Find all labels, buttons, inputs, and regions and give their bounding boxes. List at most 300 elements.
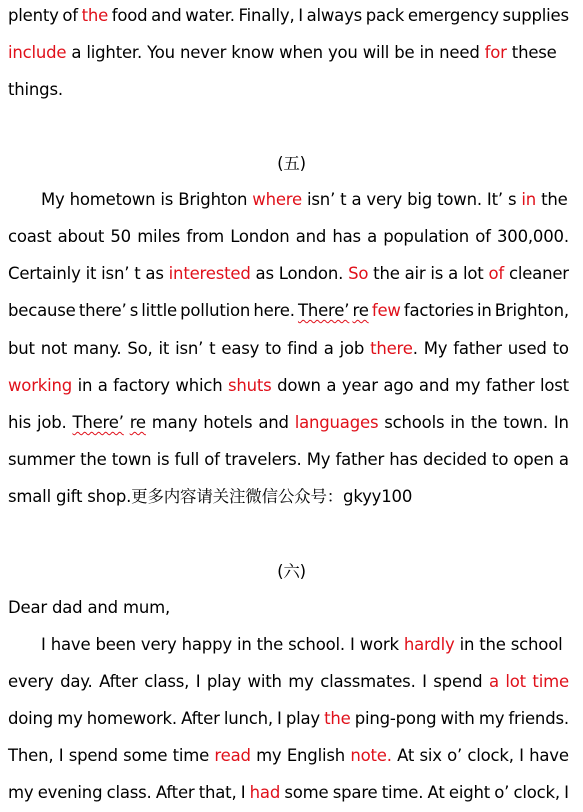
word bbox=[181, 708, 220, 730]
word bbox=[389, 449, 418, 471]
text-run: little bbox=[141, 301, 177, 320]
text-run: which bbox=[175, 376, 223, 395]
word bbox=[348, 263, 368, 285]
word bbox=[564, 782, 569, 804]
word bbox=[152, 412, 198, 434]
word bbox=[256, 745, 281, 767]
marked-word: the bbox=[81, 6, 109, 25]
text-run: class, bbox=[144, 672, 190, 691]
word bbox=[366, 5, 404, 27]
text-run: clock, bbox=[467, 746, 514, 765]
text-run: easy bbox=[221, 339, 260, 358]
word bbox=[157, 449, 170, 471]
word bbox=[57, 708, 82, 730]
text-run: summer bbox=[8, 450, 75, 469]
word bbox=[553, 338, 569, 360]
word bbox=[475, 226, 491, 248]
word bbox=[175, 338, 203, 360]
word bbox=[141, 300, 177, 322]
word bbox=[123, 745, 167, 767]
text-run: coast bbox=[8, 227, 52, 246]
text-run: lost bbox=[539, 376, 569, 395]
word bbox=[41, 338, 67, 360]
word bbox=[59, 745, 64, 767]
word bbox=[284, 782, 328, 804]
text-run: schools bbox=[384, 413, 445, 432]
word bbox=[228, 375, 272, 397]
section-heading bbox=[0, 153, 583, 175]
marked-word: hardly bbox=[403, 635, 455, 654]
word bbox=[248, 671, 282, 693]
word bbox=[98, 375, 108, 397]
text-run: father bbox=[453, 339, 502, 358]
text-line bbox=[8, 671, 569, 693]
marked-word: re bbox=[129, 413, 146, 432]
word bbox=[450, 412, 465, 434]
word bbox=[449, 782, 490, 804]
text-run: English bbox=[286, 746, 346, 765]
word bbox=[298, 5, 303, 27]
text-run: the bbox=[470, 413, 498, 432]
text-run: (六) bbox=[277, 562, 306, 581]
word bbox=[144, 671, 189, 693]
text-run: with bbox=[440, 709, 475, 728]
marked-word: re bbox=[352, 301, 369, 320]
marked-word: read bbox=[214, 746, 251, 765]
text-run: here. bbox=[253, 301, 295, 320]
word bbox=[342, 375, 378, 397]
text-run: my bbox=[478, 709, 505, 728]
text-run: every bbox=[8, 672, 54, 691]
text-line bbox=[8, 263, 569, 285]
text-run: a bbox=[97, 376, 108, 395]
word bbox=[199, 782, 237, 804]
word bbox=[250, 782, 280, 804]
text-run: eight bbox=[448, 783, 491, 802]
word bbox=[503, 5, 569, 27]
text-run: miles bbox=[137, 227, 181, 246]
word bbox=[8, 300, 76, 322]
text-run: hotels bbox=[203, 413, 253, 432]
text-run: I bbox=[564, 783, 569, 802]
text-run: isn’ t a very big town. It’ s bbox=[301, 190, 522, 209]
text-run: from bbox=[186, 227, 224, 246]
text-run: play bbox=[285, 709, 320, 728]
text-run: to bbox=[265, 339, 282, 358]
word bbox=[419, 745, 441, 767]
word bbox=[127, 338, 152, 360]
word bbox=[383, 226, 469, 248]
text-line bbox=[8, 745, 569, 767]
text-run: full bbox=[174, 450, 200, 469]
text-run: I have been very happy in the school. I work bbox=[41, 635, 404, 654]
text-run: spend bbox=[433, 672, 483, 691]
word bbox=[72, 412, 123, 434]
text-run: 300,000. bbox=[496, 227, 569, 246]
text-run: of bbox=[62, 6, 78, 25]
word bbox=[99, 671, 138, 693]
word bbox=[137, 226, 180, 248]
word bbox=[335, 449, 384, 471]
word bbox=[307, 5, 362, 27]
word bbox=[372, 300, 401, 322]
text-run: these bbox=[506, 43, 557, 62]
marked-word: interested bbox=[168, 264, 251, 283]
word bbox=[505, 671, 526, 693]
word bbox=[383, 375, 413, 397]
text-run: it bbox=[158, 339, 170, 358]
text-run: town. bbox=[503, 413, 548, 432]
word bbox=[419, 375, 449, 397]
word bbox=[320, 671, 415, 693]
text-run: play bbox=[206, 672, 242, 691]
text-run: down bbox=[277, 376, 321, 395]
text-run: find bbox=[287, 339, 318, 358]
word bbox=[428, 782, 445, 804]
word bbox=[73, 338, 121, 360]
text-run: isn’ bbox=[101, 264, 130, 283]
marked-word: lot bbox=[505, 672, 526, 691]
text-run: classmates. bbox=[320, 672, 416, 691]
text-run: food bbox=[111, 6, 148, 25]
text-run: lot bbox=[463, 264, 484, 283]
word bbox=[8, 745, 53, 767]
text-run: a bbox=[326, 376, 337, 395]
text-run: small gift shop.更多内容请关注微信公众号：gkyy100 bbox=[8, 487, 413, 506]
text-run: and bbox=[151, 6, 182, 25]
text-run: that, bbox=[198, 783, 237, 802]
word bbox=[463, 263, 484, 285]
word bbox=[513, 449, 553, 471]
text-run: factories bbox=[403, 301, 474, 320]
text-run: My bbox=[423, 339, 448, 358]
word bbox=[532, 671, 568, 693]
text-run: t bbox=[134, 264, 141, 283]
word bbox=[326, 375, 336, 397]
text-line bbox=[8, 486, 412, 508]
word bbox=[8, 782, 33, 804]
word bbox=[384, 412, 444, 434]
text-run: London bbox=[230, 227, 290, 246]
text-run: clock, bbox=[513, 783, 560, 802]
text-run: day. bbox=[60, 672, 93, 691]
text-run: of bbox=[475, 227, 491, 246]
word bbox=[209, 338, 215, 360]
marked-word: few bbox=[371, 301, 401, 320]
word bbox=[397, 745, 414, 767]
salutation bbox=[8, 597, 170, 619]
text-line bbox=[8, 42, 557, 64]
text-run: friends. bbox=[508, 709, 569, 728]
marked-word: So bbox=[348, 264, 369, 283]
marked-word: There’ bbox=[72, 413, 124, 432]
word bbox=[430, 263, 443, 285]
text-run: my bbox=[57, 709, 83, 728]
text-run: I bbox=[519, 746, 524, 765]
text-line bbox=[8, 5, 569, 27]
word bbox=[370, 338, 418, 360]
word bbox=[367, 226, 377, 248]
marked-word: include bbox=[8, 43, 67, 62]
text-run: is bbox=[156, 450, 170, 469]
text-run: pollution bbox=[180, 301, 251, 320]
word bbox=[69, 745, 118, 767]
text-run: emergency bbox=[407, 6, 499, 25]
text-run: homework. bbox=[86, 709, 177, 728]
text-run: spend bbox=[68, 746, 118, 765]
word bbox=[288, 671, 313, 693]
text-run: population bbox=[383, 227, 470, 246]
word bbox=[333, 782, 378, 804]
word bbox=[134, 263, 140, 285]
text-run: s bbox=[129, 301, 139, 320]
word bbox=[156, 782, 195, 804]
word bbox=[495, 300, 569, 322]
text-run: many. bbox=[73, 339, 122, 358]
word bbox=[471, 412, 497, 434]
marked-word: note. bbox=[350, 746, 392, 765]
word bbox=[203, 412, 252, 434]
word bbox=[494, 782, 509, 804]
text-run: doing bbox=[8, 709, 54, 728]
word bbox=[180, 300, 250, 322]
word bbox=[239, 5, 295, 27]
word bbox=[332, 226, 361, 248]
word bbox=[8, 338, 35, 360]
text-run: my bbox=[454, 376, 481, 395]
text-run: it bbox=[85, 264, 97, 283]
word bbox=[221, 338, 259, 360]
text-run: six bbox=[419, 746, 442, 765]
word bbox=[113, 375, 170, 397]
text-run: the bbox=[536, 190, 568, 209]
text-run: isn’ bbox=[175, 339, 204, 358]
word bbox=[78, 375, 93, 397]
text-run: my bbox=[256, 746, 282, 765]
text-run: and bbox=[295, 227, 327, 246]
marked-word: of bbox=[488, 264, 505, 283]
word bbox=[224, 708, 273, 730]
text-run: spare bbox=[332, 783, 378, 802]
word bbox=[508, 338, 547, 360]
word bbox=[298, 300, 349, 322]
word bbox=[355, 708, 437, 730]
word bbox=[279, 263, 343, 285]
text-run: a bbox=[558, 450, 569, 469]
text-run: a bbox=[323, 339, 334, 358]
word bbox=[479, 708, 504, 730]
text-run: have bbox=[529, 746, 569, 765]
text-run: I bbox=[298, 6, 303, 25]
text-run: in bbox=[450, 413, 465, 432]
marked-word: for bbox=[484, 43, 507, 62]
word bbox=[112, 449, 152, 471]
text-line bbox=[41, 189, 569, 211]
text-run: job. bbox=[36, 413, 67, 432]
word bbox=[86, 263, 97, 285]
word bbox=[8, 375, 72, 397]
text-run: Brighton, bbox=[494, 301, 569, 320]
text-line bbox=[8, 375, 569, 397]
text-run: air bbox=[404, 264, 426, 283]
word bbox=[130, 300, 138, 322]
word bbox=[440, 708, 474, 730]
text-run: water. bbox=[185, 6, 235, 25]
text-run: used bbox=[507, 339, 547, 358]
word bbox=[173, 745, 209, 767]
word bbox=[277, 375, 321, 397]
word bbox=[286, 708, 320, 730]
word bbox=[503, 412, 548, 434]
word bbox=[185, 5, 235, 27]
word bbox=[489, 671, 499, 693]
word bbox=[467, 745, 513, 767]
text-run: So, bbox=[127, 339, 153, 358]
text-run: in bbox=[476, 301, 492, 320]
word bbox=[287, 745, 345, 767]
word bbox=[169, 263, 251, 285]
text-run: I bbox=[422, 672, 427, 691]
word bbox=[204, 449, 220, 471]
text-run: London. bbox=[278, 264, 344, 283]
word bbox=[110, 226, 131, 248]
text-run: year bbox=[341, 376, 378, 395]
text-run: my bbox=[8, 783, 34, 802]
marked-word: there bbox=[370, 339, 413, 358]
text-run: a bbox=[448, 264, 459, 283]
text-run: time bbox=[172, 746, 210, 765]
text-run: My bbox=[306, 450, 331, 469]
text-run: father bbox=[485, 376, 535, 395]
word bbox=[422, 671, 427, 693]
section-heading bbox=[0, 561, 583, 583]
marked-word: languages bbox=[294, 413, 379, 432]
word bbox=[145, 263, 163, 285]
word bbox=[382, 782, 424, 804]
word bbox=[8, 226, 51, 248]
marked-word: There’ bbox=[297, 301, 350, 320]
text-run: evening bbox=[37, 783, 103, 802]
word bbox=[87, 708, 177, 730]
word bbox=[296, 226, 326, 248]
word bbox=[8, 449, 75, 471]
text-run: At bbox=[427, 783, 445, 802]
text-run: is bbox=[430, 264, 444, 283]
text-line bbox=[8, 708, 569, 730]
text-run: has bbox=[389, 450, 418, 469]
word bbox=[8, 263, 81, 285]
text-run: Dear dad and mum, bbox=[8, 598, 171, 617]
text-run: always bbox=[306, 6, 363, 25]
word bbox=[307, 449, 331, 471]
word bbox=[352, 300, 368, 322]
text-run: ping-pong bbox=[354, 709, 437, 728]
text-run: plenty bbox=[8, 6, 59, 25]
word bbox=[175, 375, 222, 397]
text-run: about bbox=[57, 227, 105, 246]
text-run: there’ bbox=[78, 301, 127, 320]
marked-word: a bbox=[488, 672, 499, 691]
text-line bbox=[8, 300, 569, 322]
word bbox=[519, 745, 524, 767]
word bbox=[554, 412, 569, 434]
word bbox=[196, 671, 201, 693]
word bbox=[241, 782, 246, 804]
text-run: pack bbox=[365, 6, 405, 25]
text-line bbox=[41, 634, 569, 656]
word bbox=[230, 226, 289, 248]
text-run: I bbox=[240, 783, 246, 802]
word bbox=[8, 708, 53, 730]
text-run: in bbox=[77, 376, 93, 395]
marked-word: shuts bbox=[228, 376, 272, 395]
text-run: I bbox=[277, 709, 282, 728]
text-run: travelers. bbox=[224, 450, 302, 469]
word bbox=[287, 338, 318, 360]
word bbox=[453, 338, 502, 360]
word bbox=[295, 412, 379, 434]
marked-word: where bbox=[252, 190, 302, 209]
marked-word: the bbox=[324, 709, 351, 728]
marked-word: in bbox=[521, 190, 537, 209]
text-run: has bbox=[332, 227, 361, 246]
text-run: open bbox=[513, 450, 554, 469]
word bbox=[373, 263, 399, 285]
word bbox=[324, 338, 334, 360]
text-line bbox=[8, 79, 63, 101]
text-run: o’ bbox=[494, 783, 510, 802]
word bbox=[79, 300, 127, 322]
text-run: his bbox=[8, 413, 32, 432]
text-run: decided bbox=[422, 450, 487, 469]
text-run: not bbox=[40, 339, 68, 358]
word bbox=[529, 745, 569, 767]
text-line bbox=[8, 449, 569, 471]
text-line bbox=[8, 412, 569, 434]
word bbox=[151, 5, 181, 27]
text-run: cleaner bbox=[508, 264, 569, 283]
word bbox=[253, 300, 294, 322]
text-run: I bbox=[58, 746, 64, 765]
text-run: t bbox=[209, 339, 216, 358]
text-run: to bbox=[552, 339, 569, 358]
word bbox=[509, 263, 569, 285]
text-run: but bbox=[8, 339, 35, 358]
word bbox=[486, 375, 535, 397]
word bbox=[408, 5, 499, 27]
word bbox=[277, 708, 282, 730]
marked-word: had bbox=[249, 783, 281, 802]
text-run: some bbox=[123, 746, 168, 765]
word bbox=[424, 338, 448, 360]
text-run: because bbox=[8, 301, 76, 320]
text-run: supplies bbox=[502, 6, 569, 25]
text-run: father bbox=[335, 450, 385, 469]
text-run: time. bbox=[381, 783, 424, 802]
word bbox=[447, 745, 462, 767]
word bbox=[8, 671, 54, 693]
word bbox=[477, 300, 492, 322]
text-run: ago bbox=[383, 376, 414, 395]
text-run: My hometown is Brighton bbox=[41, 190, 253, 209]
text-run: as bbox=[255, 264, 274, 283]
text-run: factory bbox=[113, 376, 170, 395]
text-run: and bbox=[258, 413, 289, 432]
word bbox=[513, 782, 559, 804]
word bbox=[324, 708, 350, 730]
word bbox=[225, 449, 302, 471]
word bbox=[82, 5, 108, 27]
